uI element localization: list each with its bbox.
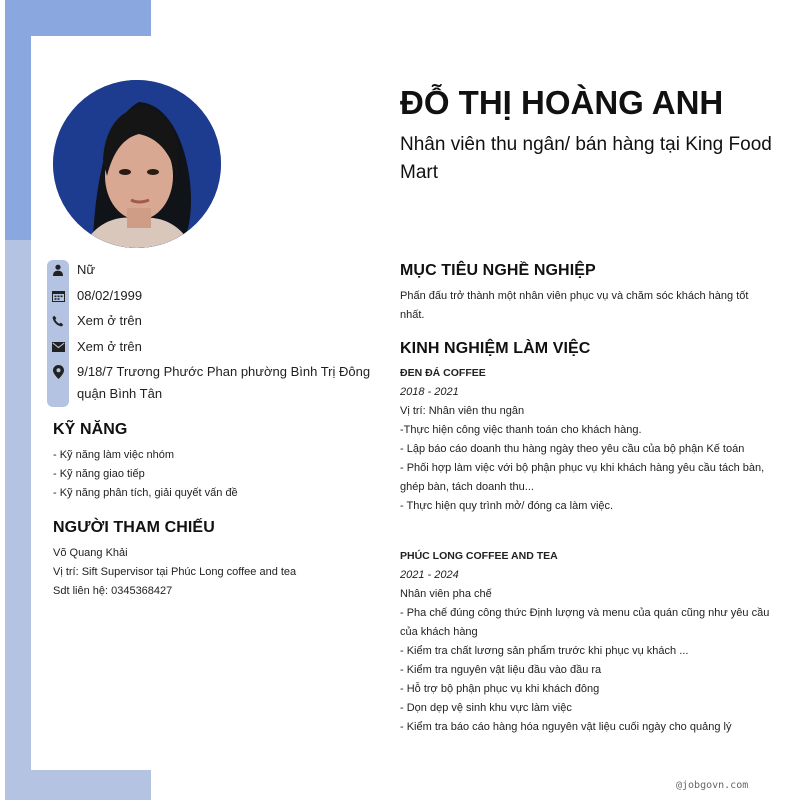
skills-heading: KỸ NĂNG: [53, 421, 128, 438]
job-duty: -Thực hiện công việc thanh toán cho khách hàng.: [400, 424, 642, 436]
profile-photo: [53, 80, 221, 248]
skill-item: - Kỹ năng làm việc nhóm: [53, 449, 175, 461]
job-duty: - Thực hiện quy trình mở/ đóng ca làm việc.: [400, 500, 614, 512]
job-duty: - Kiểm tra nguyên vật liệu đầu vào đầu ra: [400, 664, 602, 676]
objective-text: Phấn đấu trở thành một nhân viên phục vụ và chăm sóc khách hàng tốt nhất.: [400, 290, 749, 321]
references-heading: NGƯỜI THAM CHIẾU: [53, 519, 215, 536]
email-value: Xem ở trên: [77, 339, 142, 354]
skill-item: - Kỹ năng giao tiếp: [53, 468, 145, 480]
dob-value: 08/02/1999: [77, 288, 143, 303]
address-value: 9/18/7 Trương Phước Phan phường Bình Trị Đông quận Bình Tân: [77, 364, 371, 401]
experience-heading: KINH NGHIỆM LÀM VIỆC: [400, 340, 591, 357]
reference-position: Vị trí: Sift Supervisor tại Phúc Long coffee and tea: [53, 566, 297, 578]
candidate-name: ĐỖ THỊ HOÀNG ANH: [400, 84, 724, 121]
job-role: Vị trí: Nhân viên thu ngân: [400, 405, 525, 417]
job-duty: - Lập báo cáo doanh thu hàng ngày theo yêu cầu của bộ phận Kế toán: [400, 443, 745, 455]
watermark: @jobgovn.com: [676, 780, 749, 791]
reference-phone: Sdt liên hệ: 0345368427: [53, 585, 173, 597]
job-duty: - Dọn dẹp vệ sinh khu vực làm việc: [400, 702, 572, 714]
job-duty: - Phối hợp làm việc với bộ phận phục vụ khi khách hàng yêu cầu tách bàn, ghép bàn, tách doanh thu...: [400, 462, 765, 493]
job-title: Nhân viên thu ngân/ bán hàng tại King Food Mart: [400, 134, 772, 183]
job-duty: - Kiểm tra chất lương sản phẩm trước khi phục vụ khách ...: [400, 645, 689, 657]
objective-heading: MỤC TIÊU NGHỀ NGHIỆP: [400, 262, 596, 279]
skills-list: [53, 446, 373, 503]
experience-job-1: [400, 364, 770, 516]
mail-icon: [47, 336, 69, 358]
calendar-icon: [47, 285, 69, 307]
job-role: Nhân viên pha chế: [400, 588, 492, 600]
job-duty: - Hỗ trợ bộ phận phục vụ khi khách đông: [400, 683, 600, 695]
skill-item: - Kỹ năng phân tích, giải quyết vấn đề: [53, 487, 238, 499]
company-name: PHÚC LONG COFFEE AND TEA: [400, 550, 558, 562]
job-period: 2018 - 2021: [400, 386, 459, 398]
location-pin-icon: [47, 361, 69, 383]
company-name: ĐEN ĐÁ COFFEE: [400, 367, 486, 379]
gender-value: Nữ: [77, 262, 96, 277]
job-duty: - Pha chế đúng công thức Định lượng và menu của quán cũng như yêu cầu của khách hàng: [400, 607, 770, 638]
avatar: [53, 80, 221, 248]
phone-icon: [47, 310, 69, 332]
job-period: 2021 - 2024: [400, 569, 459, 581]
person-icon: [47, 259, 69, 281]
references-list: [53, 544, 373, 601]
phone-value: Xem ở trên: [77, 313, 142, 328]
contact-icon-bar: [47, 260, 69, 407]
reference-name: Võ Quang Khải: [53, 547, 128, 559]
experience-job-2: [400, 547, 770, 737]
job-duty: - Kiểm tra báo cáo hàng hóa nguyên vật liệu cuối ngày cho quảng lý: [400, 721, 732, 733]
